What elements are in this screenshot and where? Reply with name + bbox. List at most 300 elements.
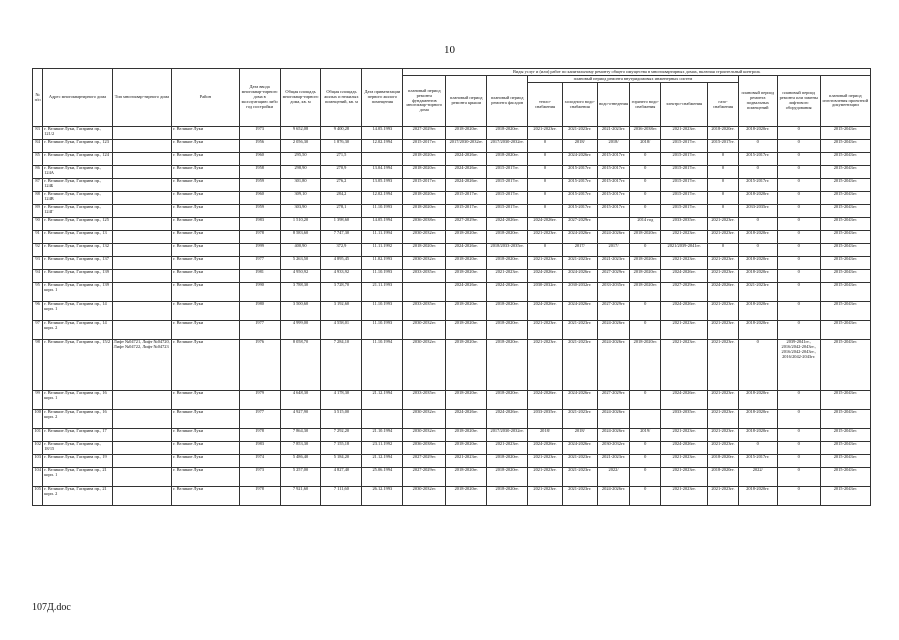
table-cell: 2018-2020гг.: [630, 257, 661, 270]
table-cell: [112, 257, 171, 270]
table-cell: 0: [630, 179, 661, 192]
table-cell: г. Великие Луки: [172, 218, 240, 231]
table-cell: 2015-2017гг.: [597, 192, 630, 205]
table-cell: 4 933,92: [321, 270, 362, 283]
table-cell: 271,5: [321, 153, 362, 166]
table-cell: 25.06.1994: [362, 468, 403, 487]
table-cell: 1978: [239, 429, 280, 442]
table-cell: 2018-2020гг.: [487, 487, 528, 506]
table-cell: 2024-2026гг.: [661, 442, 708, 455]
table-cell: 2018-2020гг.: [403, 153, 446, 166]
table-cell: 2021-2023гг.: [597, 127, 630, 140]
table-cell: 2030-2032гг.: [403, 487, 446, 506]
table-cell: 0: [630, 244, 661, 257]
table-cell: г. Великие Луки, Гагарина пр., 124: [43, 153, 113, 166]
table-cell: 2018-2020гг.: [708, 127, 739, 140]
table-cell: 2027-2029гг.: [403, 127, 446, 140]
table-cell: 2015-2043гг.: [820, 179, 870, 192]
table-cell: 1974: [239, 455, 280, 468]
col-heat-header: тепло-снабжения: [528, 83, 563, 127]
table-cell: 2017/: [597, 244, 630, 257]
table-cell: 11.10.1993: [362, 321, 403, 340]
table-cell: 1958: [239, 166, 280, 179]
table-cell: 95: [33, 283, 43, 302]
table-cell: 2015-2017гг.: [562, 166, 597, 179]
table-cell: 276,2: [321, 179, 362, 192]
table-cell: 301,80: [280, 179, 321, 192]
table-cell: 1 876,30: [321, 140, 362, 153]
table-cell: 2021-2023гг.: [528, 231, 563, 244]
table-cell: 2021-2023гг.: [708, 429, 739, 442]
table-cell: 0: [630, 302, 661, 321]
table-cell: 3 788,30: [280, 283, 321, 302]
table-cell: 2015-2043гг.: [820, 429, 870, 442]
table-cell: 2021-2023гг.: [661, 257, 708, 270]
table-cell: 2015-2043гг.: [820, 166, 870, 179]
table-cell: 2018-2020гг.: [630, 231, 661, 244]
table-cell: 2021-2023гг.: [597, 257, 630, 270]
table-cell: 0: [777, 205, 820, 218]
table-cell: Лифт №04721, Лифт №04720, Лифт №04722, Лифт №04723: [112, 340, 171, 391]
table-cell: 0: [528, 166, 563, 179]
table-cell: 3 500,60: [280, 302, 321, 321]
table-cell: 2018-2020гг.: [446, 391, 487, 410]
table-cell: 2017/2030-2032гг.: [446, 140, 487, 153]
table-cell: г. Великие Луки, Гагарина пр., 16 корп. 2: [43, 410, 113, 429]
table-cell: 94: [33, 270, 43, 283]
table-cell: 92: [33, 244, 43, 257]
table-cell: 9 652,08: [280, 127, 321, 140]
table-cell: г. Великие Луки: [172, 455, 240, 468]
table-cell: 5 486,40: [280, 455, 321, 468]
table-cell: 2018/: [562, 429, 597, 442]
table-cell: 2027-2029гг.: [403, 468, 446, 487]
table-cell: [112, 487, 171, 506]
table-cell: [362, 410, 403, 429]
table-cell: 2021-2023гг.: [661, 231, 708, 244]
table-cell: 1990: [239, 283, 280, 302]
table-cell: 2018-2020гг.: [446, 302, 487, 321]
table-row: [33, 270, 871, 283]
table-cell: 2015-2017гг.: [738, 179, 777, 192]
table-body: [33, 127, 871, 506]
table-cell: 2021-2023гг.: [562, 487, 597, 506]
table-cell: 2017/: [562, 244, 597, 257]
table-cell: 0: [528, 153, 563, 166]
table-cell: [112, 442, 171, 455]
table-cell: 83: [33, 127, 43, 140]
table-cell: 0: [630, 166, 661, 179]
table-cell: 21.10.1994: [362, 429, 403, 442]
table-cell: 0: [630, 153, 661, 166]
table-cell: 2018-2020гг.: [708, 455, 739, 468]
table-cell: 1976: [239, 340, 280, 391]
capital-repair-table: [32, 68, 871, 506]
table-cell: 0: [528, 244, 563, 257]
table-cell: 0: [630, 487, 661, 506]
table-cell: 0: [777, 257, 820, 270]
table-cell: 284,2: [321, 192, 362, 205]
table-cell: 278,1: [321, 205, 362, 218]
col-docs-header: плановый период изготовления проектной документации: [820, 76, 870, 127]
col-sewer-header: водо-отведения: [597, 83, 630, 127]
table-cell: г. Великие Луки, Гагарина пр., 18/15: [43, 442, 113, 455]
table-cell: 103: [33, 455, 43, 468]
table-cell: [112, 205, 171, 218]
table-cell: 2018/: [630, 140, 661, 153]
table-cell: г. Великие Луки, Гагарина пр., 139: [43, 270, 113, 283]
table-cell: 11.10.1994: [362, 340, 403, 391]
table-cell: 2015-2017гг.: [562, 205, 597, 218]
table-cell: 2024-2026гг.: [597, 487, 630, 506]
table-cell: г. Великие Луки, Гагарина пр., 123: [43, 140, 113, 153]
table-cell: 2015-2017гг.: [562, 192, 597, 205]
col-electric-header: электро-снабжения: [661, 83, 708, 127]
table-cell: 2021-2023гг.: [708, 302, 739, 321]
table-cell: [112, 192, 171, 205]
table-cell: 2 056,30: [280, 140, 321, 153]
table-cell: 2021-2023гг.: [562, 257, 597, 270]
table-cell: 2015-2043гг.: [820, 140, 870, 153]
table-cell: 295,50: [280, 153, 321, 166]
table-cell: 12.02.1994: [362, 140, 403, 153]
table-cell: 2018-2020гг.: [403, 244, 446, 257]
table-row: [33, 340, 871, 391]
table-cell: 2021-2023гг.: [528, 127, 563, 140]
table-cell: 2033-2035гг.: [661, 410, 708, 429]
table-cell: 2024-2026гг.: [528, 442, 563, 455]
table-cell: г. Великие Луки: [172, 179, 240, 192]
table-cell: 7 747,30: [321, 231, 362, 244]
table-row: [33, 127, 871, 140]
table-cell: 2021-2023гг.: [708, 270, 739, 283]
table-row: [33, 192, 871, 205]
table-cell: 0: [777, 321, 820, 340]
table-cell: 0: [777, 455, 820, 468]
table-cell: [112, 231, 171, 244]
table-row: [33, 244, 871, 257]
table-cell: 2021-2023гг.: [708, 340, 739, 391]
table-cell: 5 257,00: [280, 468, 321, 487]
table-cell: 2030-2032гг.: [562, 283, 597, 302]
table-cell: 2018-2020гг.: [487, 321, 528, 340]
table-row: [33, 455, 871, 468]
table-cell: 2018-2020гг.: [738, 270, 777, 283]
table-row: [33, 205, 871, 218]
table-cell: 2021-2023гг.: [708, 442, 739, 455]
table-cell: г. Великие Луки, Гагарина пр., 124Г: [43, 205, 113, 218]
table-cell: 21.12.1994: [362, 455, 403, 468]
table-cell: 0: [630, 455, 661, 468]
table-cell: 2033-2035гг.: [661, 218, 708, 231]
table-cell: 2018/2033-2035гг.: [487, 244, 528, 257]
table-cell: г. Великие Луки, Гагарина пр., 125: [43, 218, 113, 231]
table-cell: 2033-2035гг.: [403, 302, 446, 321]
table-cell: 2018-2020гг.: [487, 153, 528, 166]
table-cell: 2015-2017гг.: [403, 140, 446, 153]
table-cell: 2021-2023гг.: [562, 340, 597, 391]
table-cell: 2018-2020гг.: [403, 205, 446, 218]
table-cell: 2018-2020гг.: [487, 468, 528, 487]
table-cell: 21.11.1993: [362, 283, 403, 302]
table-cell: 0: [528, 205, 563, 218]
table-cell: г. Великие Луки: [172, 244, 240, 257]
table-cell: 0: [777, 391, 820, 410]
table-cell: 2015-2017гг.: [487, 205, 528, 218]
table-cell: 2018-2020гг.: [446, 340, 487, 391]
table-cell: [112, 153, 171, 166]
table-cell: 1973: [239, 468, 280, 487]
table-cell: г. Великие Луки: [172, 429, 240, 442]
table-cell: г. Великие Луки, Гагарина пр., 15/2: [43, 340, 113, 391]
table-cell: 2021/2039-2041гг.: [661, 244, 708, 257]
table-cell: 2024-2026гг.: [446, 179, 487, 192]
table-cell: 0: [738, 340, 777, 391]
table-cell: 2015-2017гг.: [487, 192, 528, 205]
table-cell: 2021-2023гг.: [528, 468, 563, 487]
table-cell: 1978: [239, 487, 280, 506]
table-cell: 4 827,40: [321, 468, 362, 487]
table-cell: 2015-2043гг.: [820, 257, 870, 270]
table-cell: 1979: [239, 391, 280, 410]
table-row: [33, 487, 871, 506]
col-year-header: Дата ввода многоквар-тирного дома в эксплуатацию либо год постройки: [239, 69, 280, 127]
table-cell: г. Великие Луки, Гагарина пр., 17: [43, 429, 113, 442]
table-cell: 2015-2043гг.: [820, 302, 870, 321]
table-cell: 2018-2020гг.: [738, 302, 777, 321]
table-cell: 2018-2020гг.: [738, 410, 777, 429]
table-cell: 2015-2017гг.: [708, 140, 739, 153]
col-type-header: Тип многоквар-тирного дома: [112, 69, 171, 127]
table-cell: 2024-2026гг.: [597, 231, 630, 244]
table-cell: 0: [630, 192, 661, 205]
table-cell: 85: [33, 153, 43, 166]
table-cell: 2015-2043гг.: [820, 340, 870, 391]
table-cell: 2014 год: [630, 218, 661, 231]
table-cell: 12.02.1994: [362, 192, 403, 205]
col-facade-header: плановый период ремонта фасадов: [487, 76, 528, 127]
table-cell: 91: [33, 231, 43, 244]
table-cell: 2018/: [597, 140, 630, 153]
table-cell: 2018-2020гг.: [738, 487, 777, 506]
table-cell: 14.05.1993: [362, 127, 403, 140]
table-cell: 2015-2043гг.: [820, 468, 870, 487]
table-cell: г. Великие Луки: [172, 468, 240, 487]
table-cell: 2030-2032гг.: [403, 321, 446, 340]
table-cell: 2015-2017гг.: [661, 153, 708, 166]
table-cell: 2015-2017гг.: [661, 140, 708, 153]
table-cell: 2021-2023гг.: [562, 410, 597, 429]
table-cell: 2018-2020гг.: [487, 302, 528, 321]
table-cell: 7 921,60: [280, 487, 321, 506]
table-cell: 0: [630, 442, 661, 455]
col-basement-header: плановый период ремонта подвальных помещений: [738, 76, 777, 127]
col-roof-header: плановый период ремонта крыши: [446, 76, 487, 127]
table-cell: 2021-2023гг.: [661, 429, 708, 442]
col-elevator-header: плановый период ремонта или замены лифтового оборудования: [777, 76, 820, 127]
table-cell: 2015-2017гг.: [738, 455, 777, 468]
table-cell: 7 853,30: [280, 442, 321, 455]
table-cell: г. Великие Луки, Гагарина пр., 16 корп. 1: [43, 391, 113, 410]
table-cell: 2024-2026гг.: [446, 283, 487, 302]
table-cell: 2018-2020гг.: [487, 127, 528, 140]
table-cell: 2024-2026гг.: [597, 429, 630, 442]
table-cell: 2018-2020гг.: [630, 270, 661, 283]
table-cell: 2021-2023гг.: [708, 391, 739, 410]
table-cell: 2015-2017гг.: [487, 166, 528, 179]
table-cell: 0: [630, 205, 661, 218]
table-row: [33, 321, 871, 340]
table-cell: [112, 410, 171, 429]
table-cell: 1960: [239, 153, 280, 166]
table-cell: [112, 166, 171, 179]
table-cell: 105: [33, 487, 43, 506]
table-cell: г. Великие Луки, Гагарина пр., 21 корп. 1: [43, 468, 113, 487]
table-cell: 2024-2026гг.: [446, 244, 487, 257]
table-cell: 1956: [239, 140, 280, 153]
table-cell: 2018-2020гг.: [487, 391, 528, 410]
table-cell: 0: [630, 468, 661, 487]
table-row: [33, 283, 871, 302]
table-row: [33, 179, 871, 192]
table-cell: 2024-2026гг.: [562, 231, 597, 244]
table-cell: 2015-2017гг.: [597, 166, 630, 179]
table-cell: 0: [528, 192, 563, 205]
table-cell: 11.10.1993: [362, 302, 403, 321]
table-cell: 2018-2020гг.: [403, 166, 446, 179]
table-cell: 2039-2041гг., 2016/2042-2043гг., 2016/2042-2043гг., 2016/2042-2043гг.: [777, 340, 820, 391]
table-cell: [112, 455, 171, 468]
table-cell: г. Великие Луки: [172, 231, 240, 244]
col-hot-water-header: горячего водо-снабжения: [630, 83, 661, 127]
table-cell: 2027-2029гг.: [597, 391, 630, 410]
table-cell: 2033-2035гг.: [528, 410, 563, 429]
table-cell: 1 398,60: [321, 218, 362, 231]
table-cell: 2024-2026гг.: [446, 410, 487, 429]
table-cell: 2021-2023гг.: [528, 321, 563, 340]
table-cell: 2033-2035гг.: [738, 205, 777, 218]
table-cell: 11.02.1993: [362, 257, 403, 270]
table-cell: 86: [33, 166, 43, 179]
table-row: [33, 302, 871, 321]
table-cell: 2030-2032гг.: [403, 257, 446, 270]
table-cell: 309,10: [280, 192, 321, 205]
table-cell: г. Великие Луки: [172, 140, 240, 153]
table-cell: 2015-2043гг.: [820, 283, 870, 302]
table-cell: 2030-2032гг.: [403, 340, 446, 391]
table-cell: 2015-2043гг.: [820, 442, 870, 455]
table-cell: 303,90: [280, 205, 321, 218]
table-cell: 4 927,90: [280, 410, 321, 429]
table-cell: 2015-2017гг.: [403, 179, 446, 192]
table-cell: 2015-2017гг.: [597, 179, 630, 192]
table-cell: 98: [33, 340, 43, 391]
table-cell: г. Великие Луки: [172, 257, 240, 270]
table-cell: 2015-2043гг.: [820, 153, 870, 166]
table-cell: [630, 410, 661, 429]
table-cell: 0: [777, 231, 820, 244]
table-cell: 0: [630, 391, 661, 410]
table-cell: 0: [777, 166, 820, 179]
table-cell: 2018-2020гг.: [487, 340, 528, 391]
table-cell: 97: [33, 321, 43, 340]
col-no-header: № п/п: [33, 69, 43, 127]
table-cell: 1978: [239, 231, 280, 244]
col-foundation-header: плановый период ремонта фундаментов многоквар-тирного дома: [403, 76, 446, 127]
table-cell: г. Великие Луки: [172, 442, 240, 455]
table-cell: 2021-2023гг.: [528, 257, 563, 270]
table-cell: 2015-2043гг.: [820, 231, 870, 244]
table-cell: 96: [33, 302, 43, 321]
page-number: 10: [444, 44, 455, 56]
table-cell: 2021-2023гг.: [562, 468, 597, 487]
table-cell: 26.12.1993: [362, 487, 403, 506]
table-cell: 2027-2029гг.: [446, 218, 487, 231]
table-cell: 2015-2017гг.: [562, 179, 597, 192]
table-cell: 2022/: [738, 468, 777, 487]
table-cell: 2024-2026гг.: [661, 270, 708, 283]
table-cell: 89: [33, 205, 43, 218]
table-cell: 0: [777, 244, 820, 257]
table-cell: 2036-2038гг.: [403, 218, 446, 231]
table-cell: 1977: [239, 410, 280, 429]
table-cell: 2015-2043гг.: [820, 192, 870, 205]
table-cell: 0: [708, 192, 739, 205]
table-cell: 2030-2032гг.: [597, 442, 630, 455]
table-cell: 3 192,60: [321, 302, 362, 321]
table-cell: 1 510,20: [280, 218, 321, 231]
table-cell: г. Великие Луки: [172, 205, 240, 218]
table-cell: 2018/: [562, 140, 597, 153]
table-cell: г. Великие Луки, Гагарина пр., 19: [43, 455, 113, 468]
table-cell: 8 583,60: [280, 231, 321, 244]
table-cell: 2018-2020гг.: [403, 192, 446, 205]
table-cell: г. Великие Луки, Гагарина пр., 139 корп. 1: [43, 283, 113, 302]
table-cell: 0: [777, 487, 820, 506]
table-cell: 13.05.1993: [362, 179, 403, 192]
table-cell: 2024-2026гг.: [708, 283, 739, 302]
table-cell: 2018-2020гг.: [446, 231, 487, 244]
table-cell: 2024-2026гг.: [528, 391, 563, 410]
col-district-header: Район: [172, 69, 240, 127]
table-cell: 2021-2023гг.: [528, 340, 563, 391]
table-cell: г. Великие Луки, Гагарина пр., 124Б: [43, 179, 113, 192]
table-cell: г. Великие Луки: [172, 270, 240, 283]
table-cell: 100: [33, 410, 43, 429]
table-cell: [403, 283, 446, 302]
table-cell: 2024-2026гг.: [562, 391, 597, 410]
table-cell: 2015-2017гг.: [661, 179, 708, 192]
table-cell: г. Великие Луки, Гагарина пр., 124В: [43, 192, 113, 205]
table-cell: 0: [777, 153, 820, 166]
table-cell: г. Великие Луки: [172, 487, 240, 506]
table-cell: 0: [738, 166, 777, 179]
table-cell: 1973: [239, 127, 280, 140]
table-cell: 1983: [239, 442, 280, 455]
table-cell: г. Великие Луки: [172, 321, 240, 340]
table-cell: 1959: [239, 179, 280, 192]
table-cell: 84: [33, 140, 43, 153]
table-cell: 7 111,60: [321, 487, 362, 506]
table-cell: 2015-2017гг.: [597, 153, 630, 166]
table-cell: 0: [708, 205, 739, 218]
table-cell: 2018-2020гг.: [738, 321, 777, 340]
table-cell: 2021-2023гг.: [661, 340, 708, 391]
table-cell: 7 155,18: [321, 442, 362, 455]
table-cell: 372,9: [321, 244, 362, 257]
table-cell: 2018-2020гг.: [446, 321, 487, 340]
table-cell: 2015-2017гг.: [661, 205, 708, 218]
